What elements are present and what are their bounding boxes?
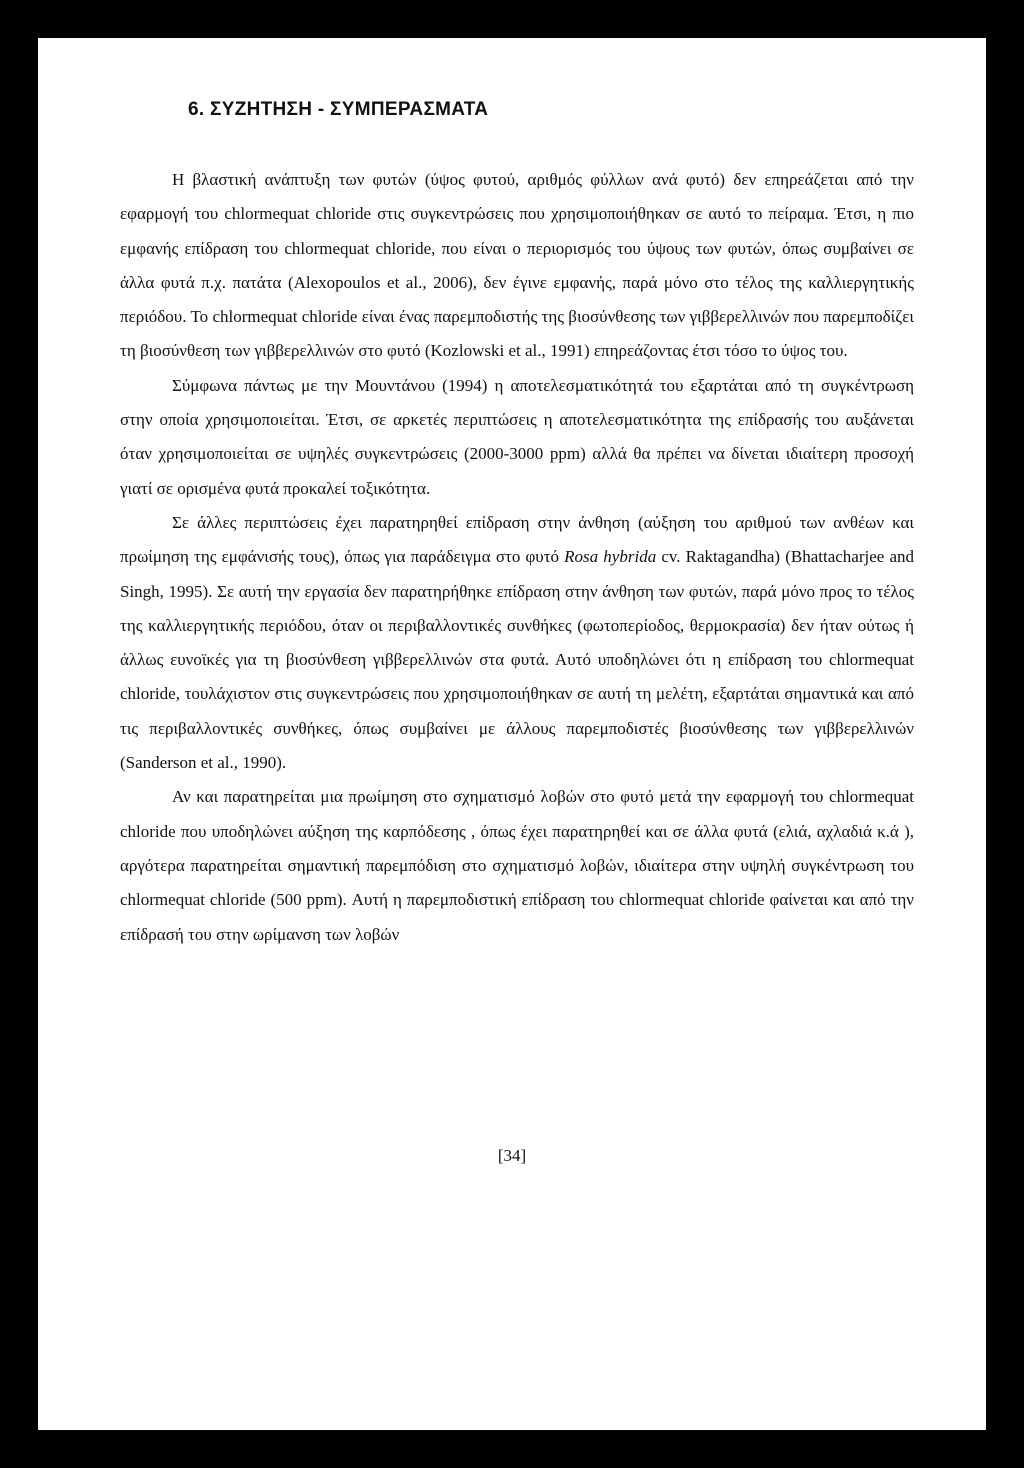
section-heading: 6. ΣΥΖΗΤΗΣΗ - ΣΥΜΠΕΡΑΣΜΑΤΑ bbox=[188, 99, 489, 120]
document-page bbox=[38, 38, 986, 1430]
paragraph-1: Η βλαστική ανάπτυξη των φυτών (ύψος φυτού, αριθμός φύλλων ανά φυτό) δεν επηρεάζεται από την εφαρμογή του chlormequat chloride στις συγκεντρώσεις που χρησιμοποιήθηκαν σε αυτό το πείραμα. Έτσι, η πιο εμφανής επίδραση του chlormequat chloride, που είναι ο περιορισμός του ύψους των φυτών, όπως συμβαίνει σε άλλα φυτά π.χ. πατάτα (Alexopoulos et al., 2006), δεν έγινε εμφανής, παρά μόνο στο τέλος της καλλιεργητικής περιόδου. Το chlormequat chloride είναι ένας παρεμποδιστής της βιοσύνθεσης των γιββερελλινών που παρεμποδίζει τη βιοσύνθεση των γιββερελλινών στο φυτό (Kozlowski et al., 1991) επηρεάζοντας έτσι τόσο το ύψος του. bbox=[120, 170, 914, 361]
species-name: Rosa hybrida bbox=[564, 547, 657, 567]
paragraph-3 bbox=[120, 506, 914, 780]
paragraph-4: Αν και παρατηρείται μια πρωίμηση στο σχηματισμό λοβών στο φυτό μετά την εφαρμογή του chlormequat chloride που υποδηλώνει αύξηση της καρπόδεσης , όπως έχει παρατηρηθεί και σε άλλα φυτά (ελιά, αχλαδιά κ.ά ), αργότερα παρατηρείται σημαντική παρεμπόδιση στο σχηματισμό λοβών, ιδιαίτερα στην υψηλή συγκέντρωση του chlormequat chloride (500 ppm). Αυτή η παρεμποδιστική επίδραση του chlormequat chloride φαίνεται και από την επίδρασή του στην ωρίμανση των λοβών bbox=[120, 787, 914, 944]
page-number: [34] bbox=[497, 1146, 527, 1165]
paragraph-3-part-1: Σε άλλες περιπτώσεις έχει παρατηρηθεί επίδραση στην άνθηση (αύξηση του αριθμού των ανθέων και πρωίμηση της εμφάνισής τους), όπως για παράδειγμα στο φυτό bbox=[120, 512, 914, 567]
page-content bbox=[120, 95, 914, 952]
paragraph-2: Σύμφωνα πάντως με την Μουντάνου (1994) η αποτελεσματικότητά του εξαρτάται από τη συγκέντρωση στην οποία χρησιμοποιείται. Έτσι, σε αρκετές περιπτώσεις η αποτελεσματικότητα της επίδρασής του αυξάνεται όταν χρησιμοποιείται σε υψηλές συγκεντρώσεις (2000-3000 ppm) αλλά θα πρέπει να δίνεται ιδιαίτερη προσοχή γιατί σε ορισμένα φυτά προκαλεί τοξικότητα. bbox=[120, 375, 914, 498]
paragraph-3-part-2: cv. Raktagandha) (Bhattacharjee and Singh, 1995). Σε αυτή την εργασία δεν παρατηρήθηκε επίδραση στην άνθηση των φυτών, παρά μόνο προς το τέλος της καλλιεργητικής περιόδου, όταν οι περιβαλλοντικές συνθήκες (φωτοπερίοδος, θερμοκρασία) δεν ήταν ούτως ή άλλως ευνοϊκές για τη βιοσύνθεση γιββερελλινών στα φυτά. Αυτό υποδηλώνει ότι η επίδραση του chlormequat chloride, τουλάχιστον στις συγκεντρώσεις που χρησιμοποιήθηκαν σε αυτή τη μελέτη, εξαρτάται σημαντικά και από τις περιβαλλοντικές συνθήκες, όπως συμβαίνει με άλλους παρεμποδιστές βιοσύνθεσης των γιββερελλινών (Sanderson et al., 1990). bbox=[120, 547, 914, 773]
